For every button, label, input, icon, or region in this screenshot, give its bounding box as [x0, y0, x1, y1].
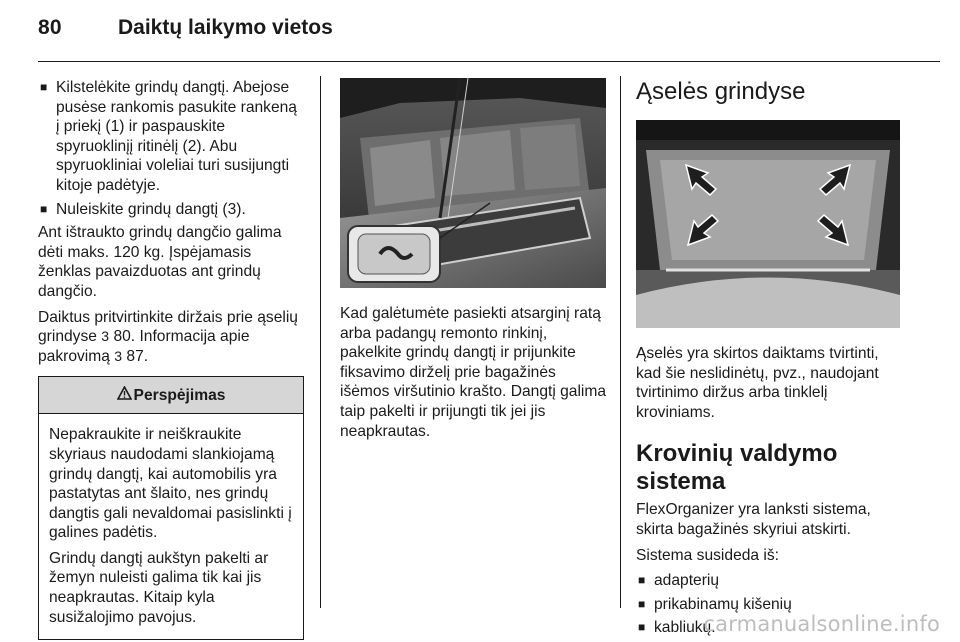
page-reference-link[interactable]: 87: [126, 347, 144, 365]
paragraph: FlexOrganizer yra lanksti sistema, skirta bagažinės skyriui atskirti.: [636, 501, 871, 538]
list-item: ■ Kilstelėkite grindų dangtį. Abejose pusėse rankomis pasukite rankeną į priekį (1) ir paspauskite spyruoklinįį ritinėlį (2). Abu spyruokliniai voleliai turi susijungti kitoje padėtyje.: [40, 79, 297, 194]
bullet-icon: ■: [638, 573, 646, 588]
warning-box: [38, 376, 304, 640]
bullet-icon: ■: [638, 620, 646, 635]
bullet-icon: ■: [40, 80, 48, 94]
warning-paragraph: Nepakraukite ir neiškraukite skyriaus naudodami slankiojamą grindų dangtį, kai automobilis yra pastatytas ant šlaito, nes grindų dangtis gali nevaldomai pasislinkti į galines padėtis.: [49, 426, 292, 542]
bullet-icon: ■: [40, 201, 48, 216]
header-rule: [38, 61, 940, 62]
paragraph: Daiktus pritvirtinkite diržais prie ąselių grindyse 3 80. Informacija apie pakrovimą 3 87.: [38, 308, 298, 365]
page-title: Daiktų laikymo vietos: [118, 16, 333, 39]
photo-raised-floor-cover: [340, 78, 606, 288]
list-item: ■ adapterių: [638, 572, 720, 590]
warning-paragraph: Grindų dangtį aukštyn pakelti ar žemyn nuleisti galima tik kai jis neapkrautas. Kitaip kyla susižalojimo pavojus.: [49, 549, 269, 626]
list-item: ■ prikabinamų kišenių: [638, 595, 792, 613]
paragraph: Sistema susideda iš:: [636, 546, 780, 564]
page-reference-link[interactable]: 80: [113, 328, 131, 346]
bullet-icon: ■: [638, 596, 646, 611]
column-divider-1: [320, 76, 321, 608]
warning-title: Perspėjimas: [133, 386, 226, 404]
paragraph: Kad galėtumėte pasiekti atsarginį ratą arba padangų remonto rinkinį, pakelkite grindų dangtį ir prijunkite fiksavimo dirželį prie bagažinės išėmos viršutinio krašto. Dangtį galima taip pakelti ir prijungti tik jei jis neapkrautas.: [340, 305, 607, 440]
column-1: [38, 78, 304, 640]
page-number: 80: [38, 16, 62, 39]
watermark: carmanualsonline.info: [703, 612, 940, 636]
list-item: ■ kabliukų.: [638, 619, 716, 637]
reference-arrow-icon: 3: [114, 347, 123, 364]
list-item: ■ Nuleiskite grindų dangtį (3).: [40, 200, 246, 218]
column-divider-2: [620, 76, 621, 608]
reference-arrow-icon: 3: [101, 328, 110, 345]
section-title: Ąselės grindyse: [636, 78, 806, 105]
paragraph: Ąselės yra skirtos daiktams tvirtinti, kad šie neslidinėtų, pvz., naudojant tvirtinimo diržus arba tinklelį kroviniams.: [636, 345, 879, 421]
paragraph: Ant ištraukto grindų dangčio galima dėti maks. 120 kg. Įspėjamasis ženklas pavaizduotas ant grindų dangčio.: [38, 224, 282, 300]
section-title: Krovinių valdymo sistema: [636, 440, 838, 496]
column-3: [636, 78, 906, 642]
photo-floor-eyelets: [636, 120, 900, 328]
column-2: [340, 78, 608, 447]
warning-triangle-icon: [117, 386, 132, 406]
warning-header: [39, 377, 303, 414]
